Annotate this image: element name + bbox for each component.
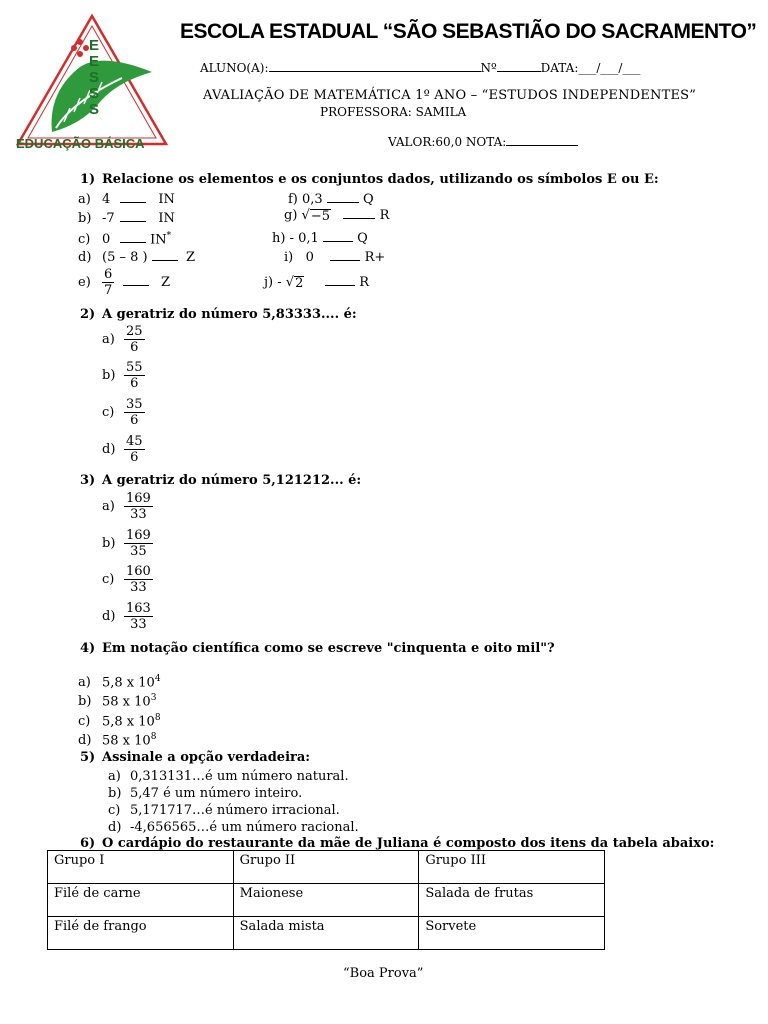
q1-item-g: g) √ −5 R [284, 208, 390, 224]
q1-h-value: - 0,1 [289, 231, 319, 246]
q1-c-sup: * [166, 231, 172, 241]
school-title: ESCOLA ESTADUAL “SÃO SEBASTIÃO DO SACRAMENTO” [180, 20, 757, 43]
q2-option-b[interactable]: b) $\frac{55}{6}$ [102, 360, 143, 391]
q3-b-fraction: $\frac{169}{35}$ [126, 528, 151, 559]
table-cell: Salada mista [233, 917, 419, 950]
q4-text: Em notação científica como se escreve "cinquenta e oito mil"? [102, 641, 555, 656]
aluno-label: ALUNO(A): [200, 61, 269, 75]
q1-b-blank[interactable] [120, 211, 146, 222]
menu-table [47, 850, 605, 950]
q1-d-value: (5 – 8 ) [102, 250, 148, 265]
q1-item-h: h) - 0,1 Q [272, 231, 368, 246]
table-row [48, 851, 605, 884]
q1-g-set: R [379, 208, 390, 223]
exam-title: AVALIAÇÃO DE MATEMÁTICA 1º ANO – “ESTUDOS INDEPENDENTES” [203, 88, 697, 103]
teacher-name: PROFESSORA: SAMILA [320, 105, 467, 119]
q1-item-i: i) 0 R+ [284, 250, 386, 265]
q2-c-fraction: $\frac{35}{6}$ [126, 397, 143, 428]
footer-text: “Boa Prova” [343, 966, 424, 981]
score-line [388, 134, 578, 149]
logo-letters [86, 38, 102, 118]
table-cell: Maionese [233, 884, 419, 917]
q1-b-value: -7 [102, 211, 115, 226]
q1-item-e: e) $\frac{6}{7}$ Z [78, 267, 170, 298]
numero-field[interactable] [497, 60, 541, 72]
q1-e-set: Z [160, 275, 170, 290]
q2-d-fraction: $\frac{45}{6}$ [126, 434, 143, 465]
q5-option-c[interactable]: c) 5,171717…é número irracional. [108, 803, 340, 818]
q1-item-f: f) 0,3 Q [288, 192, 374, 207]
logo-letter: S [88, 69, 99, 86]
q3-option-b[interactable]: b) $\frac{169}{35}$ [102, 528, 151, 559]
q4-option-b[interactable]: b) 58 x $10^3$ [78, 693, 157, 710]
q1-g-sqrt: √ −5 [301, 208, 331, 224]
q1-number: 1) [80, 172, 96, 187]
q1-item-d: d) (5 – 8 ) Z [78, 250, 196, 265]
logo-letter: E [88, 37, 99, 54]
q1-g-blank[interactable] [343, 208, 375, 219]
q1-i-set: R+ [364, 250, 386, 265]
q3-text: A geratriz do número 5,121212... é: [102, 473, 362, 488]
aluno-field[interactable] [269, 60, 481, 72]
q1-item-b: b) -7 IN [78, 211, 175, 226]
q1-a-value: 4 [102, 192, 111, 207]
q1-j-blank[interactable] [325, 275, 355, 286]
q1-item-a: a) 4 IN [78, 192, 175, 207]
q1-item-c: c) 0 IN* [78, 231, 172, 248]
q2-b-fraction: $\frac{55}{6}$ [126, 360, 143, 391]
q1-c-set: IN [150, 232, 167, 248]
table-row [48, 884, 605, 917]
q1-text: Relacione os elementos e os conjuntos dados, utilizando os símbolos E ou E: [102, 172, 659, 187]
logo-letter: S [88, 101, 99, 118]
q1-f-set: Q [363, 192, 374, 207]
student-info-line [200, 60, 640, 75]
q1-i-value: 0 [305, 250, 314, 265]
q2-a-fraction: $\frac{25}{6}$ [126, 324, 143, 355]
q4-number: 4) [80, 641, 96, 656]
q1-i-blank[interactable] [330, 250, 360, 261]
q3-number: 3) [80, 473, 96, 488]
q1-e-blank[interactable] [123, 275, 149, 286]
q1-f-value: 0,3 [302, 192, 323, 207]
q1-a-set: IN [158, 192, 175, 207]
q3-d-fraction: $\frac{163}{33}$ [126, 601, 151, 632]
q3-a-fraction: $\frac{169}{33}$ [126, 491, 151, 522]
q2-option-a[interactable]: a) $\frac{25}{6}$ [102, 324, 143, 355]
q3-option-a[interactable]: a) $\frac{169}{33}$ [102, 491, 151, 522]
q1-j-sqrt: √ 2 [285, 275, 304, 291]
q1-d-blank[interactable] [152, 250, 178, 261]
q5-option-d[interactable]: d) -4,656565…é um número racional. [108, 820, 359, 835]
q3-option-d[interactable]: d) $\frac{163}{33}$ [102, 601, 151, 632]
q2-number: 2) [80, 307, 96, 322]
table-row [48, 917, 605, 950]
q1-c-value: 0 [102, 232, 111, 248]
logo-letter: E [88, 53, 99, 70]
q1-a-blank[interactable] [120, 192, 146, 203]
nota-field[interactable] [506, 134, 578, 146]
q5-number: 5) [80, 750, 96, 765]
q2-option-d[interactable]: d) $\frac{45}{6}$ [102, 434, 143, 465]
q1-d-set: Z [186, 250, 196, 265]
logo-caption: EDUCAÇÃO BÁSICA [16, 136, 145, 151]
q3-option-c[interactable]: c) $\frac{160}{33}$ [102, 564, 151, 595]
q4-option-d[interactable]: d) 58 x $10^8$ [78, 732, 157, 749]
q2-option-c[interactable]: c) $\frac{35}{6}$ [102, 397, 143, 428]
table-header-cell: Grupo III [419, 851, 605, 884]
q1-f-blank[interactable] [327, 192, 359, 203]
q6-text: O cardápio do restaurante da mãe de Juliana é composto dos itens da tabela abaixo: [102, 836, 715, 851]
logo-letter: S [88, 85, 99, 102]
table-header-cell: Grupo II [233, 851, 419, 884]
q5-text: Assinale a opção verdadeira: [102, 750, 311, 765]
table-cell: Sorvete [419, 917, 605, 950]
table-cell: Filé de frango [48, 917, 234, 950]
data-field[interactable]: ___/___/___ [578, 61, 641, 75]
q1-h-blank[interactable] [323, 231, 353, 242]
q1-h-set: Q [357, 231, 368, 246]
valor-nota-label: VALOR:60,0 NOTA: [388, 135, 507, 149]
q1-e-fraction: $\frac{6}{7}$ [104, 267, 113, 298]
q5-option-a[interactable]: a) 0,313131…é um número natural. [108, 769, 349, 784]
table-cell: Salada de frutas [419, 884, 605, 917]
q4-option-c[interactable]: c) 5,8 x $10^8$ [78, 713, 161, 730]
q5-option-b[interactable]: b) 5,47 é um número inteiro. [108, 786, 303, 801]
q6-number: 6) [80, 836, 96, 851]
table-cell: Filé de carne [48, 884, 234, 917]
q1-c-blank[interactable] [120, 232, 146, 243]
q4-option-a[interactable]: a) 5,8 x $10^4$ [78, 674, 161, 691]
q1-item-j: j) - √ 2 R [264, 275, 369, 291]
q2-text: A geratriz do número 5,83333.... é: [102, 307, 357, 322]
school-logo [12, 12, 172, 162]
data-label: DATA: [540, 61, 579, 75]
q1-j-set: R [359, 275, 369, 290]
q3-c-fraction: $\frac{160}{33}$ [126, 564, 151, 595]
numero-label: Nº [480, 61, 497, 75]
q1-b-set: IN [158, 211, 175, 226]
table-header-cell: Grupo I [48, 851, 234, 884]
